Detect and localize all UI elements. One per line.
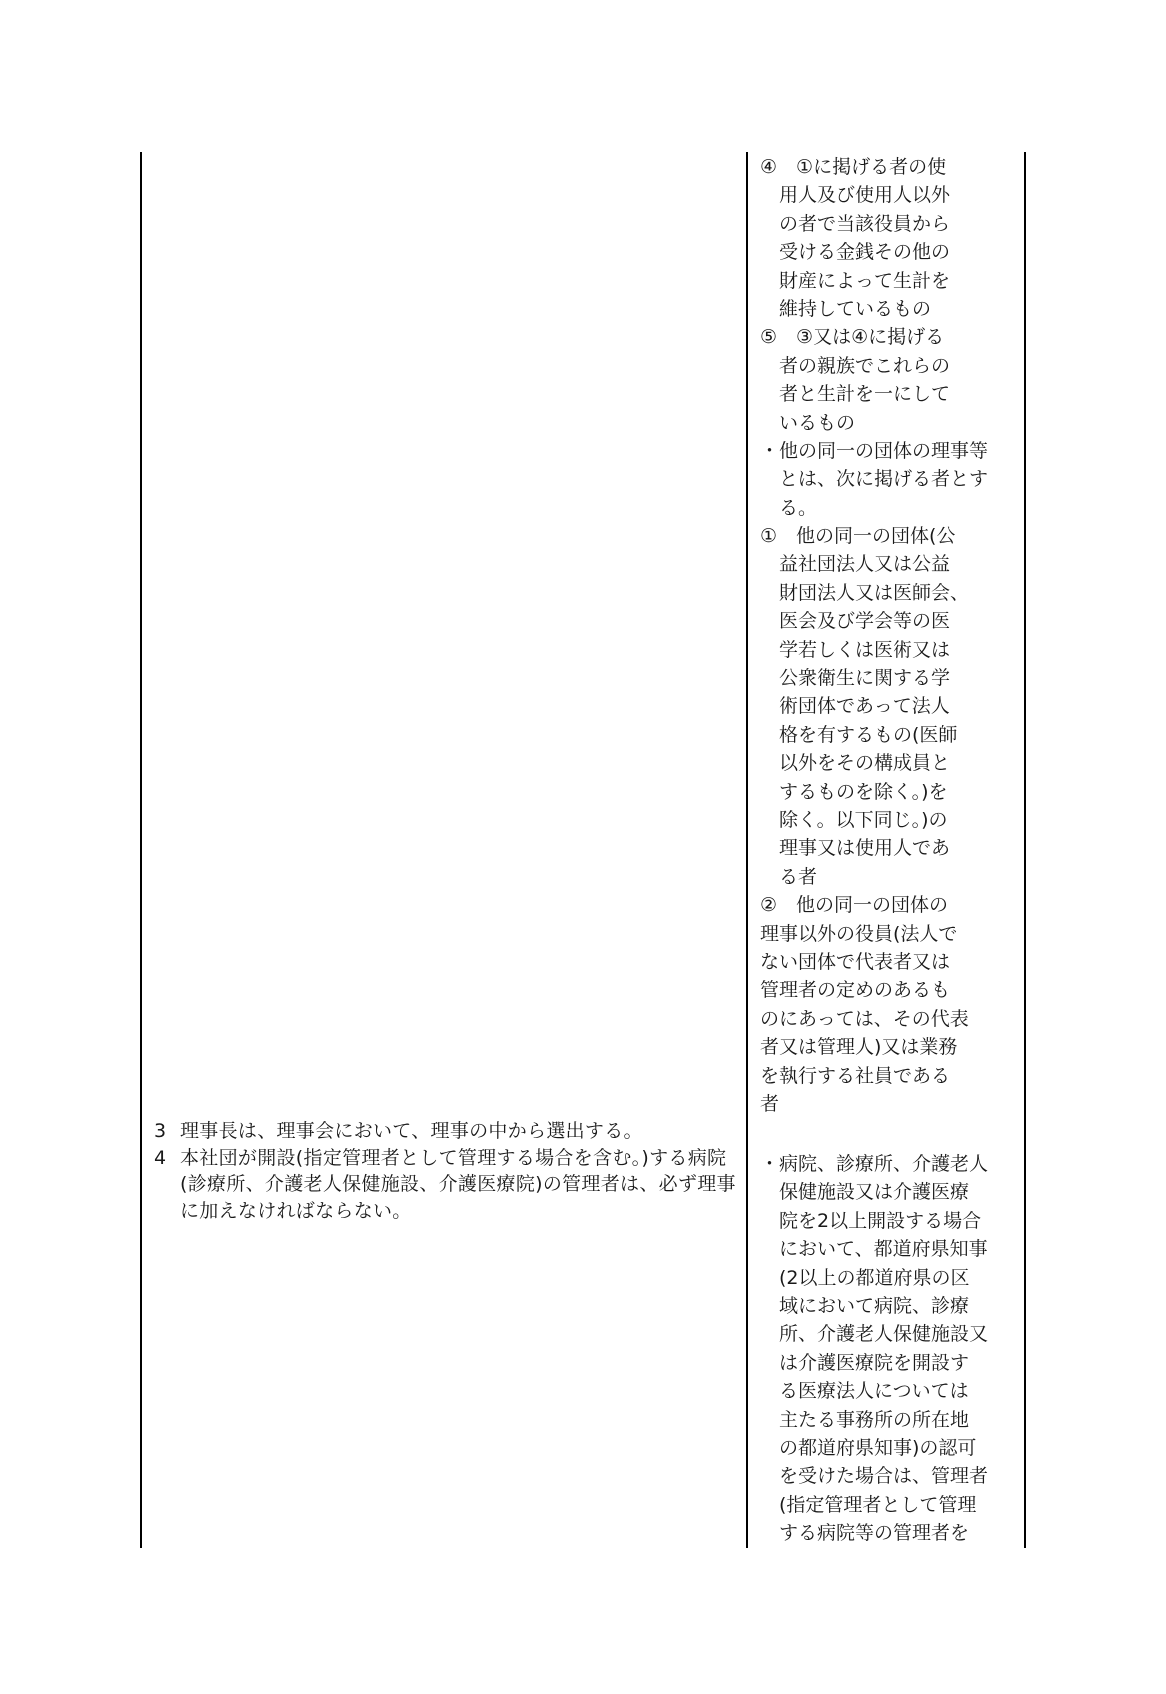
article-item-4 — [154, 1145, 744, 1225]
note-line: 益社団法人又は公益 — [760, 553, 951, 576]
note-line: る医療法人については — [760, 1380, 969, 1403]
note-line: 院を2以上開設する場合 — [760, 1209, 982, 1232]
note-line: 除く。以下同じ。)の — [760, 808, 948, 831]
note-line: 格を有するもの(医師 — [760, 723, 958, 746]
note-line: る者 — [760, 865, 818, 888]
note-line: 理事以外の役員(法人で — [760, 922, 958, 945]
note-line: ② 他の同一の団体の — [760, 894, 949, 917]
note-line: 学若しくは医術又は — [760, 638, 951, 661]
note-line: ④ ①に掲げる者の使 — [760, 156, 947, 178]
note-line: を執行する社員である — [760, 1064, 951, 1087]
note-line: 保健施設又は介護医療 — [760, 1181, 970, 1204]
left-border-line — [140, 152, 142, 1548]
note-line: 者又は管理人)又は業務 — [760, 1036, 958, 1059]
note-line: ⑤ ③又は④に掲げる — [760, 326, 945, 349]
note-line: る。 — [760, 496, 818, 519]
note-line: において、都道府県知事 — [760, 1238, 988, 1261]
column-divider-line — [746, 152, 748, 1548]
note-line: のにあっては、その代表 — [760, 1007, 969, 1030]
note-line: 術団体であって法人 — [760, 695, 950, 718]
note-line: 管理者の定めのあるも — [760, 979, 951, 1002]
article-text: 本社団が開設(指定管理者として管理する場合を含む。)する病院(診療所、介護老人保健施設、介護医療院)の管理者は、必ず理事に加えなければならない。 — [180, 1146, 736, 1222]
notes-block-1 — [760, 153, 1018, 1118]
note-line: 財産によって生計を — [760, 269, 951, 292]
note-line: 主たる事務所の所在地 — [760, 1408, 970, 1431]
note-line: するものを除く。)を — [760, 780, 948, 803]
article-number: 3 — [154, 1120, 167, 1142]
note-line: 域において病院、診療 — [760, 1294, 970, 1317]
note-line: 公衆衛生に関する学 — [760, 667, 951, 690]
note-line: ・病院、診療所、介護老人 — [760, 1153, 989, 1175]
note-line: ない団体で代表者又は — [760, 950, 951, 973]
note-line: 理事又は使用人であ — [760, 837, 951, 860]
note-line: の都道府県知事)の認可 — [760, 1436, 977, 1459]
note-line: いるもの — [760, 411, 856, 434]
notes-block-2 — [760, 1150, 1018, 1547]
note-line: 用人及び使用人以外 — [760, 184, 951, 207]
note-line: 医会及び学会等の医 — [760, 610, 951, 633]
note-line: 者の親族でこれらの — [760, 354, 951, 377]
note-line: の者で当該役員から — [760, 212, 951, 235]
article-item-3 — [154, 1118, 744, 1145]
note-line: 維持しているもの — [760, 297, 932, 320]
note-line: 者と生計を一にして — [760, 383, 951, 406]
note-line: 所、介護老人保健施設又 — [760, 1323, 989, 1346]
articles-column — [154, 1118, 744, 1224]
note-line: する病院等の管理者を — [760, 1522, 970, 1545]
note-line: を受けた場合は、管理者 — [760, 1465, 989, 1488]
note-line: 者 — [760, 1092, 780, 1115]
note-line: 以外をその構成員と — [760, 752, 951, 775]
note-line: は介護医療院を開設す — [760, 1351, 970, 1374]
article-number: 4 — [154, 1146, 167, 1169]
note-line: とは、次に掲げる者とす — [760, 468, 989, 491]
note-line: 受ける金銭その他の — [760, 241, 951, 264]
note-line: 財団法人又は医師会、 — [760, 581, 970, 604]
note-line: ① 他の同一の団体(公 — [760, 525, 956, 548]
note-line: ・他の同一の団体の理事等 — [760, 439, 989, 462]
article-text: 理事長は、理事会において、理事の中から選出する。 — [180, 1120, 643, 1142]
note-line: (指定管理者として管理 — [760, 1493, 977, 1516]
note-line: (2以上の都道府県の区 — [760, 1266, 970, 1289]
right-border-line — [1024, 152, 1026, 1548]
